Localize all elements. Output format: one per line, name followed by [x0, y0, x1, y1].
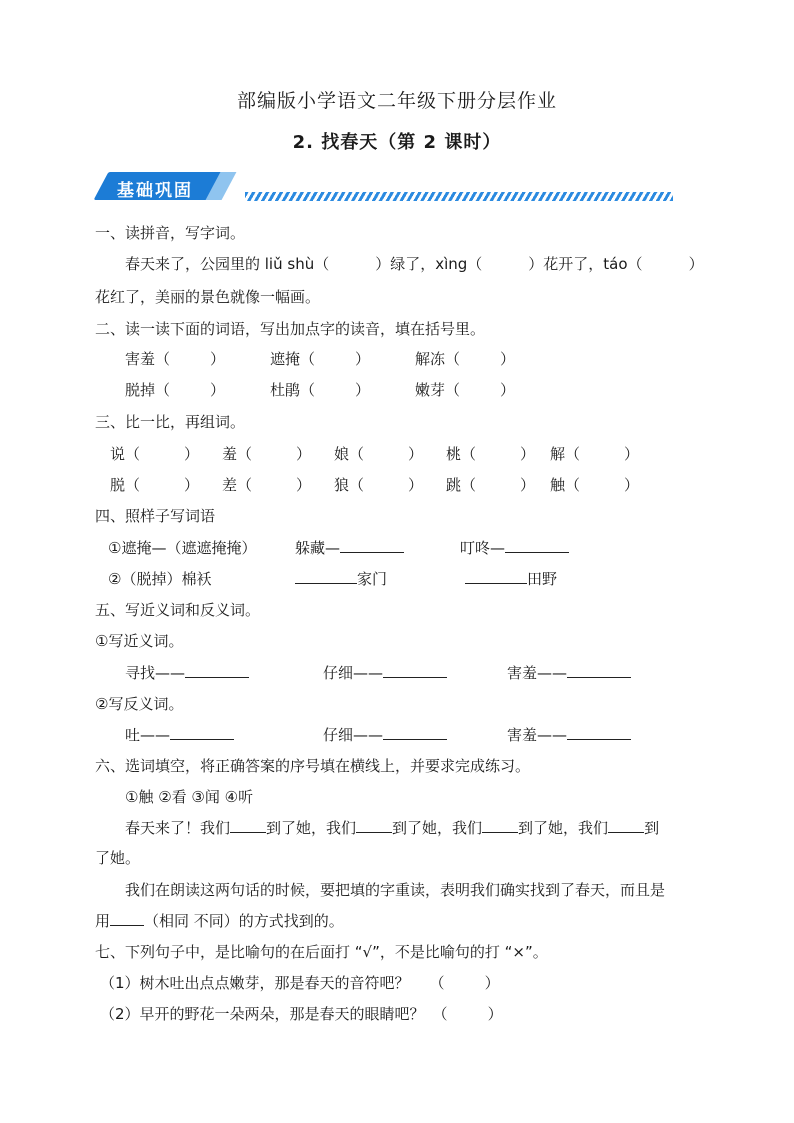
q1-text-a: 春天来了，公园里的 liǔ shù（	[125, 255, 330, 273]
q5-item: 仔细——	[323, 724, 447, 745]
q1-text-d: ）	[688, 255, 704, 273]
answer-blank[interactable]	[608, 818, 644, 833]
q4-item: 家门	[295, 568, 387, 589]
q4-item: 田野	[465, 568, 557, 589]
q5-sub-synonyms: ①写近义词。	[95, 632, 184, 650]
q5-heading: 五、写近义词和反义词。	[95, 601, 261, 619]
q3-item: 脱（ ）	[110, 476, 200, 494]
answer-blank[interactable]	[465, 569, 527, 584]
q1-line1	[125, 253, 704, 274]
q1-text-c: ）花开了，táo（	[528, 255, 643, 273]
q4-item: 躲藏—	[295, 537, 404, 558]
answer-blank[interactable]	[295, 569, 357, 584]
q3-item: 桃（ ）	[446, 445, 536, 463]
q2-word: 脱掉（ ）	[125, 381, 226, 399]
q1-heading: 一、读拼音，写字词。	[95, 224, 246, 242]
answer-blank[interactable]	[505, 538, 569, 553]
q3-item: 解（ ）	[550, 445, 640, 463]
banner-stripes	[245, 192, 673, 201]
q3-item: 跳（ ）	[446, 476, 536, 494]
q2-word: 嫩芽（ ）	[415, 381, 516, 399]
banner-label: 基础巩固	[117, 181, 193, 201]
q3-heading: 三、比一比，再组词。	[95, 413, 246, 431]
q4-heading: 四、照样子写词语	[95, 507, 216, 525]
answer-blank[interactable]	[170, 725, 234, 740]
q2-heading: 二、读一读下面的词语，写出加点字的读音，填在括号里。	[95, 320, 486, 338]
lesson-subtitle: 2. 找春天（第 2 课时）	[292, 132, 502, 153]
answer-blank[interactable]	[185, 663, 249, 678]
answer-blank[interactable]	[383, 725, 447, 740]
q7-heading: 七、下列句子中，是比喻句的在后面打 “√”，不是比喻句的打 “×”。	[95, 943, 548, 961]
answer-blank[interactable]	[567, 725, 631, 740]
q4-item: 叮咚—	[460, 537, 569, 558]
q6-paragraph-1: 春天来了！我们 到了她，我们 到了她，我们 到了她，我们 到	[125, 819, 660, 837]
q5-item: 吐——	[125, 724, 234, 745]
q3-item: 差（ ）	[222, 476, 312, 494]
section-banner	[95, 170, 685, 206]
answer-blank[interactable]	[482, 818, 518, 833]
q2-word: 害羞（ ）	[125, 350, 226, 368]
q7-sentence: （1）树木吐出点点嫩芽，那是春天的音符吧？ （ ）	[100, 974, 500, 992]
q3-item: 说（ ）	[110, 445, 200, 463]
q2-word: 杜鹃（ ）	[270, 381, 371, 399]
answer-blank[interactable]	[567, 663, 631, 678]
page-title: 部编版小学语文二年级下册分层作业	[236, 90, 557, 112]
q5-item: 害羞——	[507, 724, 631, 745]
answer-blank[interactable]	[340, 538, 404, 553]
q3-item: 狼（ ）	[334, 476, 424, 494]
q7-sentence: （2）早开的野花一朵两朵，那是春天的眼睛吧？ （ ）	[100, 1005, 503, 1023]
q3-item: 触（ ）	[550, 476, 640, 494]
answer-blank[interactable]	[230, 818, 266, 833]
q3-item: 羞（ ）	[222, 445, 312, 463]
q6-heading: 六、选词填空，将正确答案的序号填在横线上，并要求完成练习。	[95, 757, 531, 775]
q6-options: ①触 ②看 ③闻 ④听	[125, 788, 254, 806]
answer-blank[interactable]	[383, 663, 447, 678]
q1-text-b: ）绿了，xìng（	[375, 255, 483, 273]
answer-blank[interactable]	[356, 818, 392, 833]
q1-line2: 花红了，美丽的景色就像一幅画。	[95, 288, 321, 306]
q6-paragraph-1-cont: 了她。	[95, 849, 141, 867]
q5-item: 寻找——	[125, 662, 249, 683]
q6-paragraph-2-cont: 用 （相同 不同）的方式找到的。	[95, 912, 344, 930]
q5-sub-antonyms: ②写反义词。	[95, 695, 184, 713]
q5-item: 害羞——	[507, 662, 631, 683]
q3-item: 娘（ ）	[334, 445, 424, 463]
q2-word: 遮掩（ ）	[270, 350, 371, 368]
q4-example-2: ②（脱掉）棉袄	[108, 570, 212, 588]
q4-example-1: ①遮掩—（遮遮掩掩）	[108, 539, 257, 557]
q5-item: 仔细——	[323, 662, 447, 683]
answer-blank[interactable]	[110, 911, 144, 926]
q6-paragraph-2: 我们在朗读这两句话的时候，要把填的字重读，表明我们确实找到了春天，而且是	[125, 881, 666, 899]
q2-word: 解冻（ ）	[415, 350, 516, 368]
